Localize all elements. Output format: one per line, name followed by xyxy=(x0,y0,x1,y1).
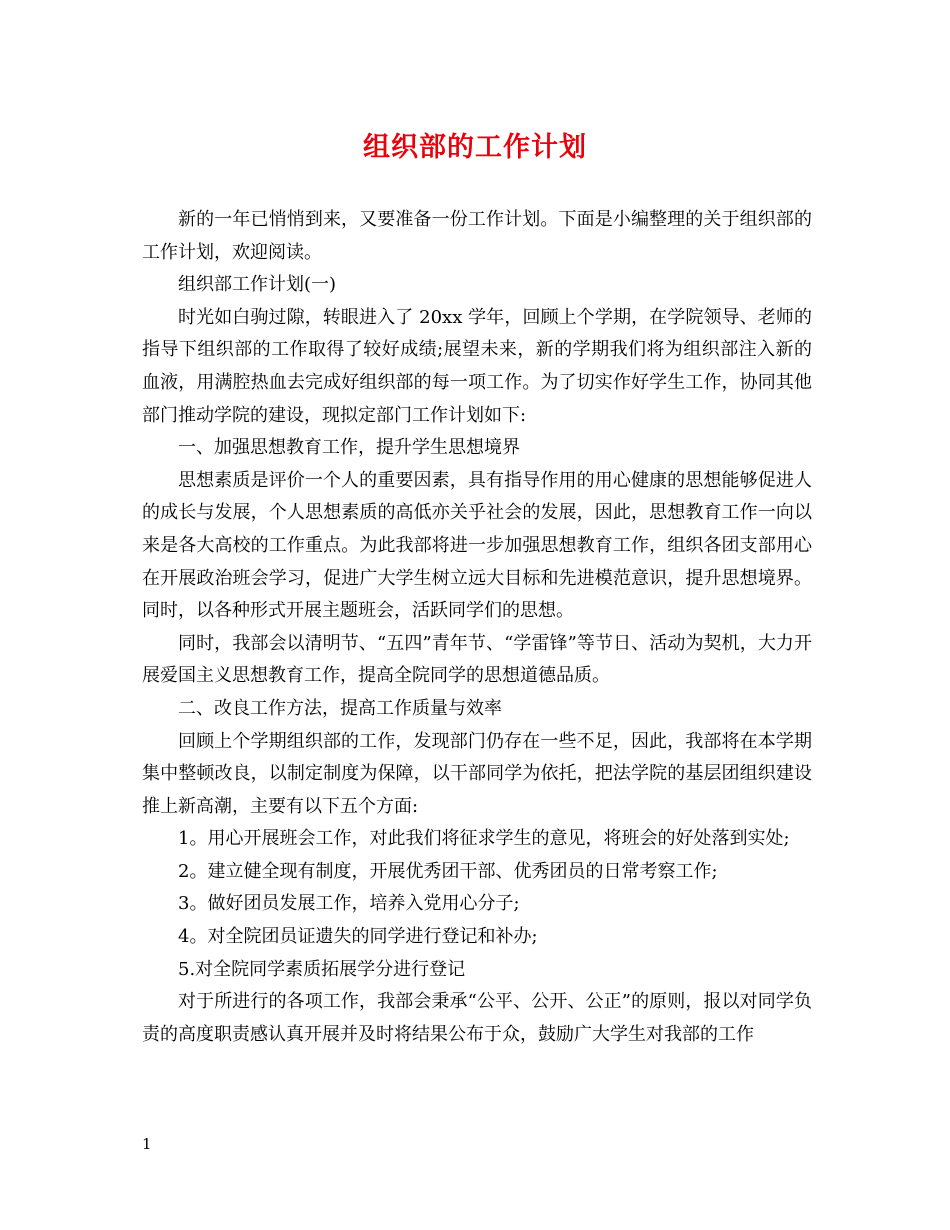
list-item-2: 2。建立健全现有制度，开展优秀团干部、优秀团员的日常考察工作; xyxy=(178,860,718,882)
paragraph-review: 回顾上个学期组织部的工作，发现部门仍存在一些不足，因此，我部将在本学期集中整顿改良，以制定制度为保障，以干部同学为依托，把法学院的基层团组织建设推上新高潮，主要有以下五个方面: xyxy=(142,730,812,817)
list-item-1: 1。用心开展班会工作，对此我们将征求学生的意见，将班会的好处落到实处; xyxy=(178,828,790,850)
paragraph-festivals: 同时，我部会以清明节、“五四”青年节、“学雷锋”等节日、活动为契机，大力开展爱国主义思想教育工作，提高全院同学的思想道德品质。 xyxy=(142,632,812,687)
list-item-3: 3。做好团员发展工作，培养入党用心分子; xyxy=(178,893,520,915)
document-body xyxy=(142,204,812,1051)
paragraph-ideology: 思想素质是评价一个人的重要因素，具有指导作用的用心健康的思想能够促进人的成长与发展，个人思想素质的高低亦关乎社会的发展，因此，思想教育工作一向以来是各大高校的工作重点。为此我部将进一步加强思想教育工作，组织各团支部用心在开展政治班会学习，促进广大学生树立远大目标和先进模范意识，提升思想境界。同时，以各种形式开展主题班会，活跃同学们的思想。 xyxy=(142,469,812,622)
list-item-5: 5.对全院同学素质拓展学分进行登记 xyxy=(178,958,466,980)
paragraph-intro: 新的一年已悄悄到来，又要准备一份工作计划。下面是小编整理的关于组织部的工作计划，欢迎阅读。 xyxy=(142,209,812,263)
section-heading-plan-1: 组织部工作计划(一) xyxy=(178,274,337,296)
section-heading-1: 一、加强思想教育工作，提升学生思想境界 xyxy=(178,437,520,459)
document-title: 组织部的工作计划 xyxy=(363,132,587,163)
section-heading-2: 二、改良工作方法，提高工作质量与效率 xyxy=(178,697,502,719)
page-number: 1 xyxy=(142,1135,152,1153)
paragraph-principles: 对于所进行的各项工作，我部会秉承“公平、公开、公正”的原则，报以对同学负责的高度职责感认真开展并及时将结果公布于众，鼓励广大学生对我部的工作 xyxy=(142,991,812,1045)
paragraph-overview: 时光如白驹过隙，转眼进入了 20xx 学年，回顾上个学期，在学院领导、老师的指导下组织部的工作取得了较好成绩;展望未来，新的学期我们将为组织部注入新的血液，用满腔热血去完成好组织部的每一项工作。为了切实作好学生工作，协同其他部门推动学院的建设，现拟定部门工作计划如下: xyxy=(142,306,812,426)
list-item-4: 4。对全院团员证遗失的同学进行登记和补办; xyxy=(178,926,538,948)
